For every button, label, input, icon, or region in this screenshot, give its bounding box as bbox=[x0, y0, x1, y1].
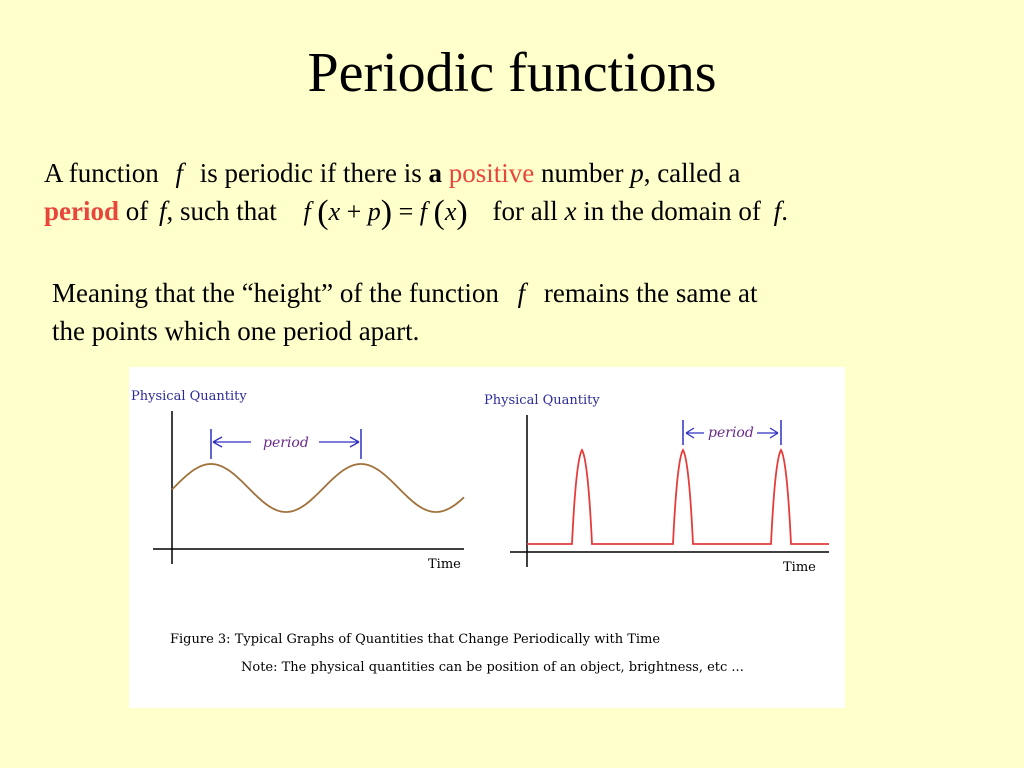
right-period-label: period bbox=[708, 425, 754, 441]
definition-text: . bbox=[781, 196, 788, 226]
meaning-text: Meaning that the “height” of the function bbox=[52, 278, 499, 308]
left-y-axis-label: Physical Quantity bbox=[131, 389, 247, 404]
emphasis-period: period bbox=[44, 196, 120, 226]
symbol-x: x bbox=[564, 196, 577, 226]
symbol-f: f bbox=[159, 196, 167, 226]
meaning-line-2: the points which one period apart. bbox=[52, 316, 420, 346]
symbol-f: f bbox=[773, 196, 782, 226]
meaning-line-1 bbox=[52, 274, 758, 312]
definition-text: A function bbox=[44, 158, 159, 188]
symbol-p: p bbox=[630, 158, 644, 188]
definition-text: , called a bbox=[643, 158, 741, 188]
periodic-graphs-figure bbox=[129, 367, 845, 708]
periodicity-formula bbox=[304, 193, 468, 232]
formula-plus: + bbox=[346, 197, 362, 226]
emphasis-a: a bbox=[428, 158, 442, 188]
meaning-paragraph bbox=[52, 274, 758, 350]
left-period-label: period bbox=[263, 435, 309, 451]
definition-text: number bbox=[540, 158, 624, 188]
symbol-f: f bbox=[175, 158, 184, 188]
figure-canvas bbox=[129, 367, 845, 708]
formula-equals: = bbox=[398, 197, 414, 226]
pulse-curve bbox=[527, 450, 829, 544]
meaning-text: remains the same at bbox=[543, 278, 758, 308]
left-period-arrow-left bbox=[213, 437, 251, 447]
emphasis-positive: positive bbox=[448, 158, 535, 188]
formula-paren: ) bbox=[380, 194, 393, 231]
left-period-arrow-right bbox=[319, 437, 359, 447]
definition-text: in the domain of bbox=[583, 196, 761, 226]
definition-text: is periodic if there is bbox=[199, 158, 422, 188]
formula-paren: ( bbox=[317, 194, 329, 231]
figure-note: Note: The physical quantities can be position of an object, brightness, etc ... bbox=[241, 660, 744, 675]
definition-text: of bbox=[125, 196, 149, 226]
right-x-axis-label: Time bbox=[783, 560, 816, 575]
formula-f: f bbox=[419, 197, 428, 226]
formula-f: f bbox=[303, 197, 311, 226]
right-period-arrow-right bbox=[757, 428, 778, 438]
symbol-f: f bbox=[517, 278, 526, 308]
definition-line-2 bbox=[44, 192, 788, 232]
formula-p: p bbox=[367, 197, 381, 226]
right-y-axis-label: Physical Quantity bbox=[484, 393, 600, 408]
formula-x: x bbox=[328, 197, 341, 226]
left-x-axis-label: Time bbox=[428, 557, 461, 572]
definition-paragraph bbox=[44, 154, 788, 232]
formula-paren: ) bbox=[456, 194, 468, 231]
formula-x: x bbox=[444, 197, 457, 226]
sine-curve bbox=[172, 464, 464, 512]
figure-caption: Figure 3: Typical Graphs of Quantities that Change Periodically with Time bbox=[170, 632, 661, 647]
definition-text: for all bbox=[492, 196, 558, 226]
definition-line-1 bbox=[44, 154, 788, 192]
definition-text: , such that bbox=[166, 196, 277, 226]
slide-title: Periodic functions bbox=[307, 42, 717, 104]
formula-paren: ( bbox=[433, 194, 445, 231]
right-period-arrow-left bbox=[686, 428, 704, 438]
